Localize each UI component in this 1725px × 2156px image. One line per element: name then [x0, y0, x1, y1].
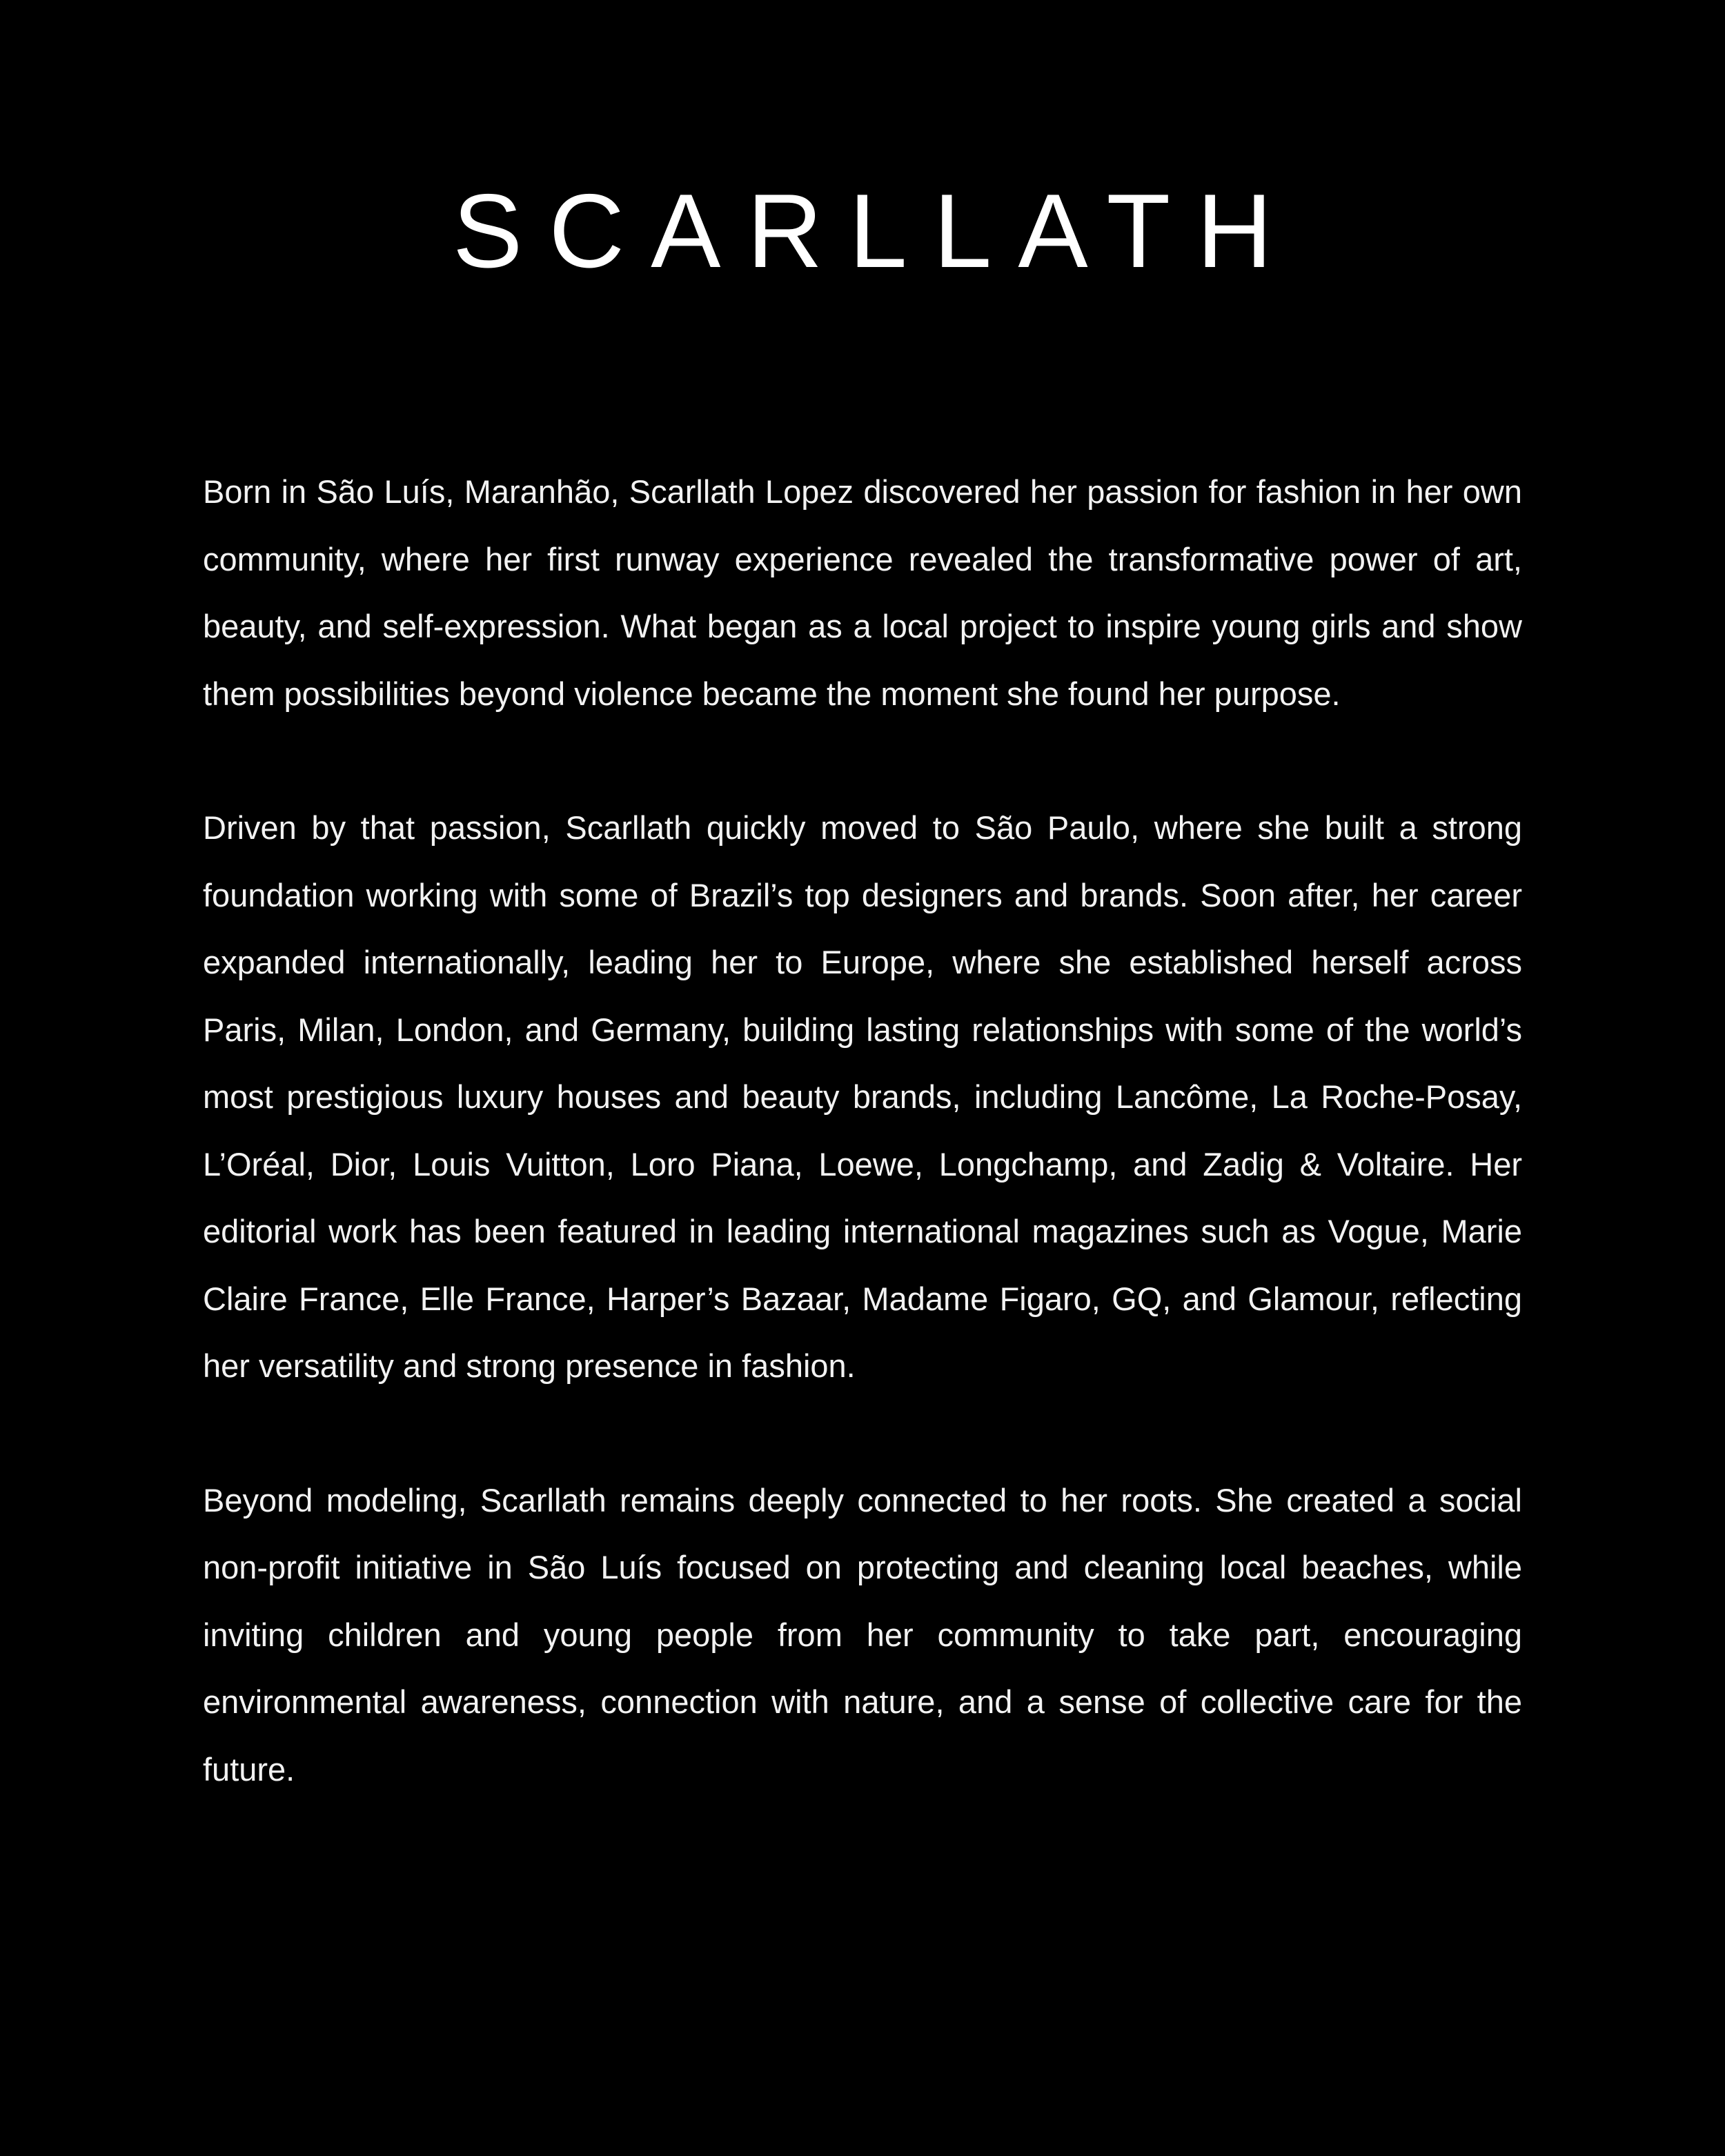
bio-paragraph-initiative: Beyond modeling, Scarllath remains deeply connected to her roots. She created a social non-profit initiative in São Luís focused on protecting and cleaning local beaches, while inviting children and young people from her community to take part, encouraging environmental awareness, connection with nature, and a sense of collective care for the future.: [203, 1481, 1522, 1788]
bio-paragraph-career: Driven by that passion, Scarllath quickly moved to São Paulo, where she built a strong foundation working with some of Brazil’s top designers and brands. Soon after, her career expanded internationally, leading her to Europe, where she established herself across Paris, Milan, London, and Germany, building lasting relationships with some of the world’s most prestigious luxury houses and beauty brands, including Lancôme, La Roche-Posay, L’Oréal, Dior, Louis Vuitton, Loro Piana, Loewe, Longchamp, and Zadig & Voltaire. Her editorial work has been featured in leading international magazines such as Vogue, Marie Claire France, Elle France, Harper’s Bazaar, Madame Figaro, GQ, and Glamour, reflecting her versatility and strong presence in fashion.: [203, 809, 1522, 1384]
bio-section: [203, 458, 1522, 1870]
page-title: SCARLLATH: [452, 172, 1299, 290]
bio-paragraph-origin: Born in São Luís, Maranhão, Scarllath Lopez discovered her passion for fashion in her own community, where her first runway experience revealed the transformative power of art, beauty, and self-expression. What began as a local project to inspire young girls and show them possibilities beyond violence became the moment she found her purpose.: [203, 473, 1522, 712]
